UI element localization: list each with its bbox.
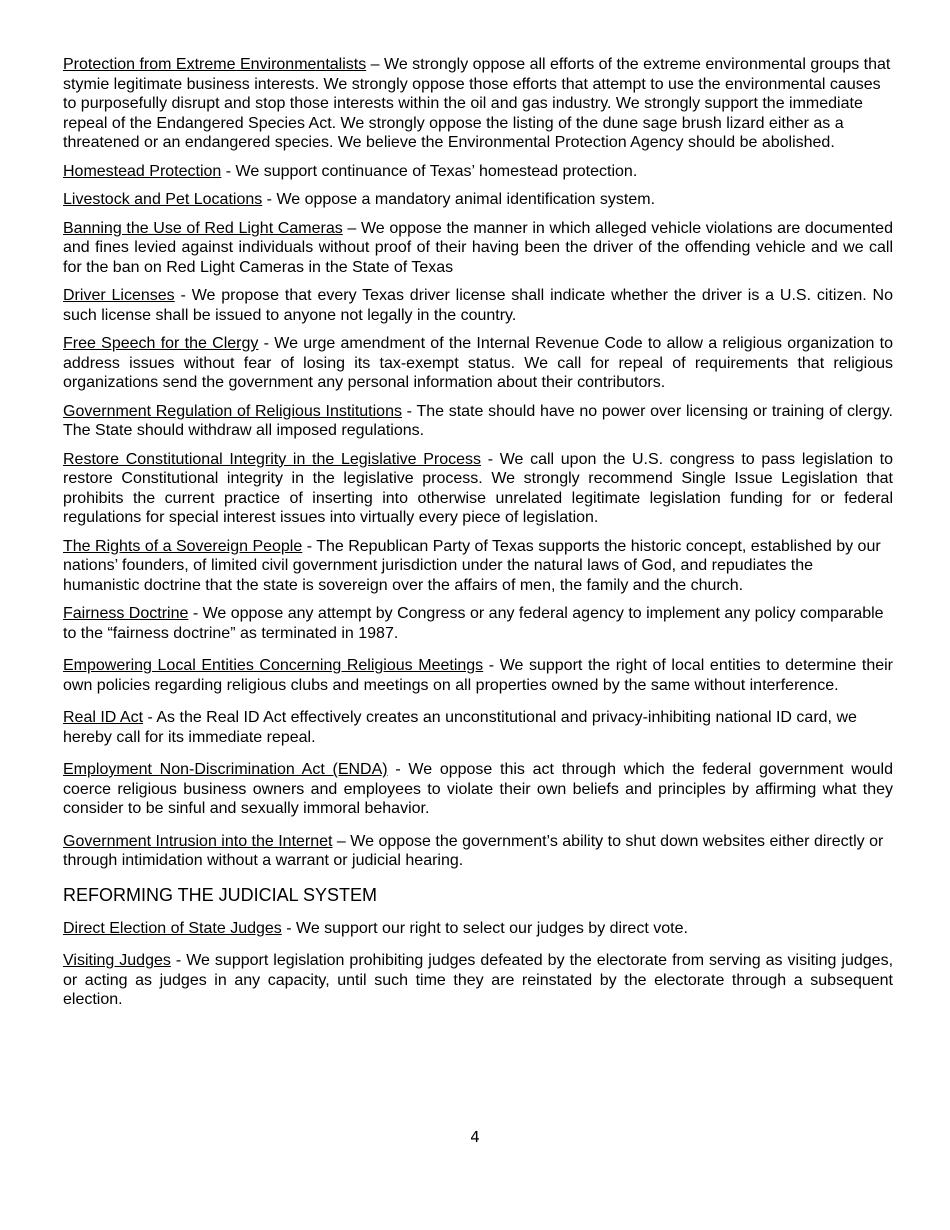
paragraph-heading: Free Speech for the Clergy [63,335,259,352]
paragraph-heading: Real ID Act [63,709,144,726]
paragraph-fairness-doctrine: Fairness Doctrine - We oppose any attempt by Congress or any federal agency to implement any policy comparable to the “fairness doctrine” as terminated in 1987. [63,605,884,642]
paragraph-text: We support the right of local entities to determine their own policies regarding religious clubs and meetings on all properties owned by the same without interference. [63,657,894,694]
page-number: 4 [470,1128,480,1146]
paragraph-text: We oppose a mandatory animal identification system. [276,191,656,208]
paragraph-enda: Employment Non-Discrimination Act (ENDA) - We oppose this act through which the federal government would coerce religious business owners and employees to violate their own beliefs and principles by affirming what they consider to be sinful and sexually immoral behavior. [63,761,893,817]
paragraph-real-id-act: Real ID Act - As the Real ID Act effectively creates an unconstitutional and privacy-inhibiting national ID card, we hereby call for its immediate repeal. [63,709,857,746]
paragraph-text: We oppose the manner in which alleged vehicle violations are documented and fines levied against individuals without proof of their having been the driver of the offending vehicle and we call for the ban on Red Light Cameras in the State of Texas [63,219,893,276]
paragraph-direct-election: Direct Election of State Judges - We support our right to select our judges by direct vote. [63,919,688,937]
paragraph-free-speech-clergy: Free Speech for the Clergy - We urge amendment of the Internal Revenue Code to allow a religious organization to address issues without fear of losing its tax-exempt status. We call for repeal of requirements that religious organizations send the government any personal information about their contributors. [63,335,894,391]
paragraph-red-light-cameras: Banning the Use of Red Light Cameras – We oppose the manner in which alleged vehicle violations are documented and fines levied against individuals without proof of their having been the driver of the offending vehicle and we call for the ban on Red Light Cameras in the State of Texas [63,219,893,276]
paragraph-heading: Restore Constitutional Integrity in the Legislative Process [63,450,482,468]
paragraph-text: We support legislation prohibiting judges defeated by the electorate from serving as visiting judges, or acting as judges in any capacity, until such time they are reinstated by the electorate through a subsequent election. [63,952,894,1008]
paragraph-heading: Banning the Use of Red Light Cameras [63,219,343,237]
paragraph-heading: Visiting Judges [63,952,171,969]
paragraph-heading: Government Intrusion into the Internet [63,832,333,850]
paragraph-legislative-process: Restore Constitutional Integrity in the Legislative Process - We call upon the U.S. congress to pass legislation to restore Constitutional integrity in the legislative process. We strongly recommend Single Issue Legislation that prohibits the current practice of inserting into otherwise unrelated legitimate legislation funding for or federal regulations for special interest issues into virtually every piece of legislation. [63,450,894,526]
paragraph-religious-institutions: Government Regulation of Religious Institutions - The state should have no power over licensing or training of clergy. The State should withdraw all imposed regulations. [63,402,893,439]
paragraph-environmentalists: Protection from Extreme Environmentalists – We strongly oppose all efforts of the extreme environmental groups that stymie legitimate business interests. We strongly oppose those efforts that attempt to use the environmental causes to purposefully disrupt and stop those interests within the oil and gas industry. We strongly support the immediate repeal of the Endangered Species Act. We strongly oppose the listing of the dune sage brush lizard either as a threatened or an endangered species. We believe the Environmental Protection Agency should be abolished. [63,56,891,151]
paragraph-text: We propose that every Texas driver license shall indicate whether the driver is a U.S. citizen. No such license shall be issued to anyone not legally in the country. [63,287,893,324]
paragraph-text: We support continuance of Texas’ homestead protection. [235,162,638,180]
paragraph-heading: Direct Election of State Judges [63,919,282,937]
paragraph-text: We strongly oppose all efforts of the extreme environmental groups that stymie legitimate business interests. We strongly oppose those efforts that attempt to use the environmental causes to purposefully disrupt and stop those interests within the oil and gas industry. We strongly support the immediate repeal of the Endangered Species Act. We strongly oppose the listing of the dune sage brush lizard either as a threatened or an endangered species. We believe the Environmental Protection Agency should be abolished. [63,56,891,151]
paragraph-visiting-judges: Visiting Judges - We support legislation prohibiting judges defeated by the electorate from serving as visiting judges, or acting as judges in any capacity, until such time they are reinstated by the electorate through a subsequent election. [63,952,894,1008]
paragraph-heading: Driver Licenses [63,287,175,304]
paragraph-homestead: Homestead Protection - We support continuance of Texas’ homestead protection. [63,162,638,180]
paragraph-heading: Employment Non-Discrimination Act (ENDA) [63,761,388,778]
paragraph-heading: Livestock and Pet Locations [63,191,263,208]
paragraph-text: We oppose this act through which the federal government would coerce religious business owners and employees to violate their own beliefs and principles by affirming what they consider to be sinful and sexually immoral behavior. [63,761,893,817]
paragraph-heading: Protection from Extreme Environmentalists [63,56,367,73]
section-heading: REFORMING THE JUDICIAL SYSTEM [63,884,378,905]
paragraph-text: We oppose any attempt by Congress or any federal agency to implement any policy comparable to the “fairness doctrine” as terminated in 1987. [63,605,884,642]
document-page [63,55,893,1019]
paragraph-local-entities: Empowering Local Entities Concerning Religious Meetings - We support the right of local entities to determine their own policies regarding religious clubs and meetings on all properties owned by the same without interference. [63,657,894,694]
paragraph-heading: Government Regulation of Religious Institutions [63,402,402,420]
paragraph-text: The state should have no power over licensing or training of clergy. The State should withdraw all imposed regulations. [63,402,893,439]
paragraph-heading: Homestead Protection [63,162,222,180]
paragraph-driver-licenses: Driver Licenses - We propose that every Texas driver license shall indicate whether the driver is a U.S. citizen. No such license shall be issued to anyone not legally in the country. [63,287,893,324]
paragraph-text: We urge amendment of the Internal Revenue Code to allow a religious organization to address issues without fear of losing its tax-exempt status. We call for repeal of requirements that religious organizations send the government any personal information about their contributors. [63,335,894,391]
paragraph-heading: The Rights of a Sovereign People [63,537,303,555]
paragraph-heading: Empowering Local Entities Concerning Religious Meetings [63,657,484,674]
paragraph-sovereign-people: The Rights of a Sovereign People - The Republican Party of Texas supports the historic concept, established by our nations’ founders, of limited civil government jurisdiction under the natural laws of God, and repudiates the humanistic doctrine that the state is sovereign over the affairs of men, the family and the church. [63,537,881,594]
paragraph-internet-intrusion: Government Intrusion into the Internet – We oppose the government’s ability to shut down websites either directly or through intimidation without a warrant or judicial hearing. [63,832,884,869]
paragraph-text: The Republican Party of Texas supports the historic concept, established by our nations’ founders, of limited civil government jurisdiction under the natural laws of God, and repudiates the humanistic doctrine that the state is sovereign over the affairs of men, the family and the church. [63,537,881,594]
paragraph-text: We oppose the government’s ability to shut down websites either directly or through intimidation without a warrant or judicial hearing. [63,832,884,869]
paragraph-heading: Fairness Doctrine [63,605,189,622]
paragraph-livestock: Livestock and Pet Locations - We oppose a mandatory animal identification system. [63,191,656,208]
paragraph-text: We support our right to select our judges by direct vote. [296,919,688,937]
paragraph-text: We call upon the U.S. congress to pass legislation to restore Constitutional integrity in the legislative process. We strongly recommend Single Issue Legislation that prohibits the current practice of inserting into otherwise unrelated legitimate legislation funding for or federal regulations for special interest issues into virtually every piece of legislation. [63,450,894,526]
paragraph-text: As the Real ID Act effectively creates an unconstitutional and privacy-inhibiting national ID card, we hereby call for its immediate repeal. [63,709,857,746]
